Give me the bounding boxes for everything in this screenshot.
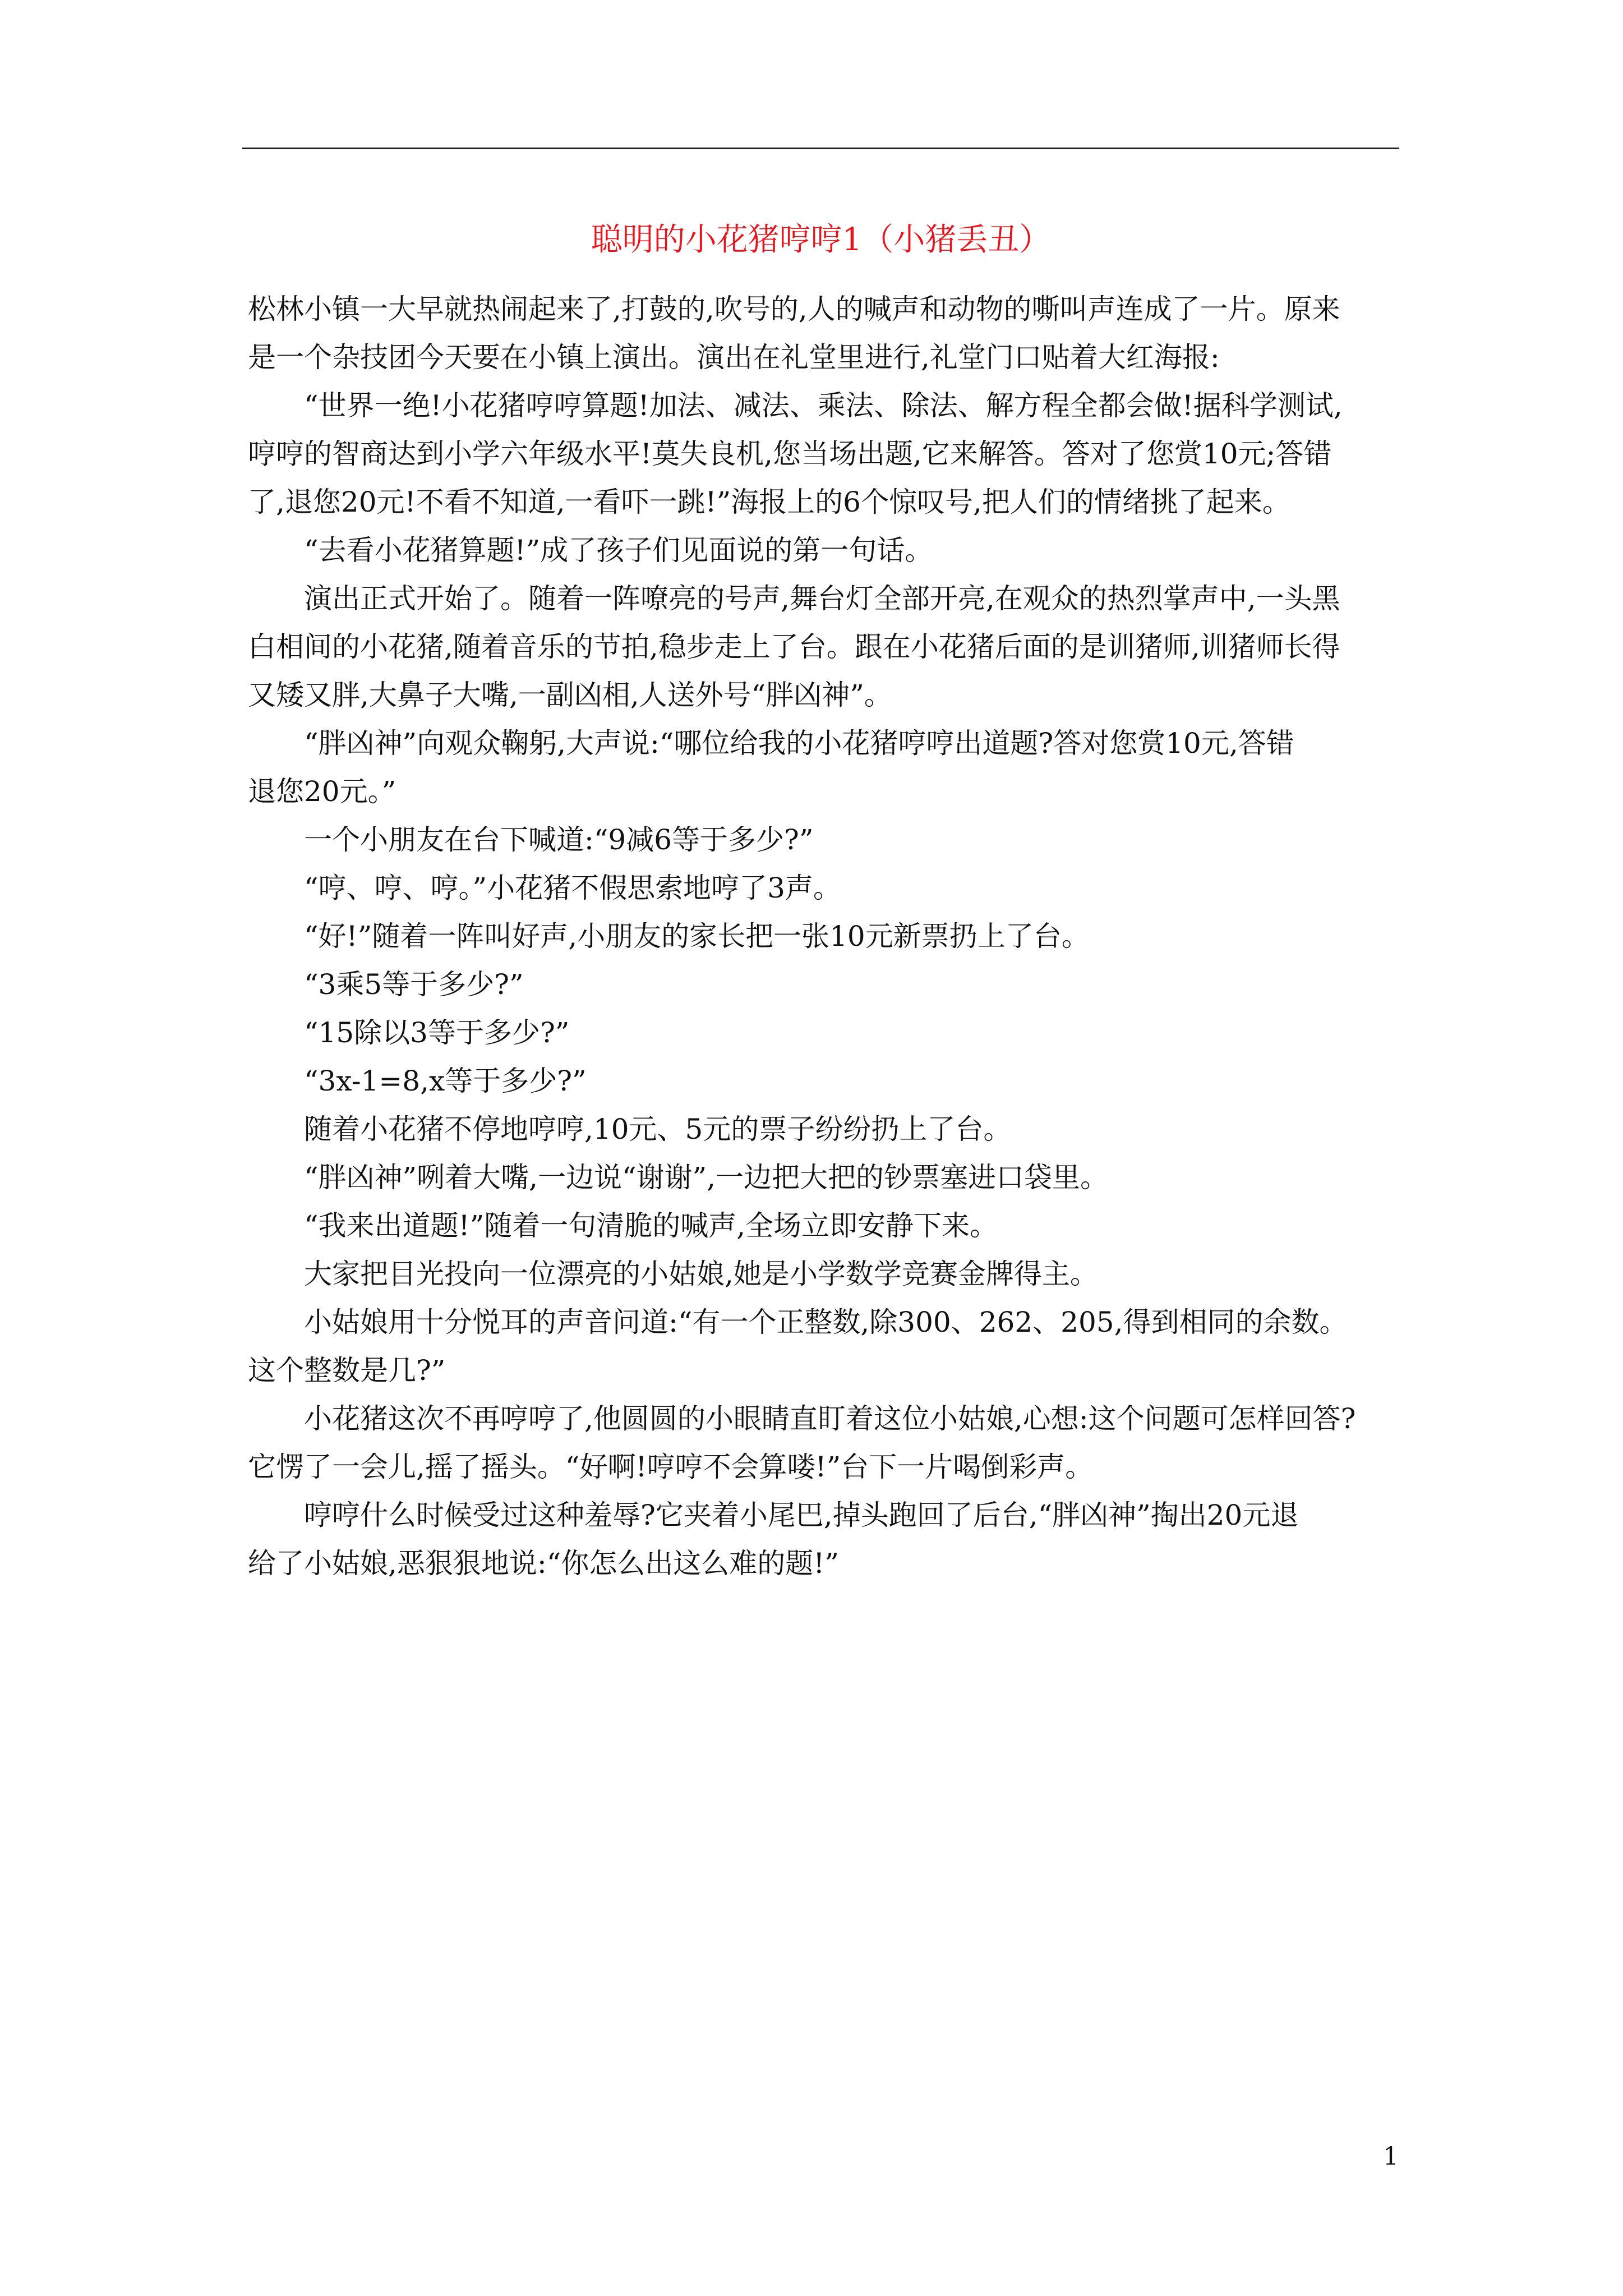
body-line: “胖凶神”咧着大嘴,一边说“谢谢”,一边把大把的钞票塞进口袋里。	[304, 1161, 1109, 1194]
body-line: 白相间的小花猪,随着音乐的节拍,稳步走上了台。跟在小花猪后面的是训猪师,训猪师长得	[248, 631, 1340, 663]
body-line: “世界一绝!小花猪哼哼算题!加法、减法、乘法、除法、解方程全都会做!据科学测试,	[304, 389, 1343, 422]
document-body	[248, 285, 1403, 1588]
body-line: “好!”随着一阵叫好声,小朋友的家长把一张10元新票扔上了台。	[304, 920, 1090, 953]
body-line: 又矮又胖,大鼻子大嘴,一副凶相,人送外号“胖凶神”。	[248, 679, 892, 711]
document-title: 聪明的小花猪哼哼1（小猪丢丑）	[591, 222, 1051, 258]
body-line: “3乘5等于多少?”	[304, 968, 524, 1001]
body-line: 随着小花猪不停地哼哼,10元、5元的票子纷纷扔上了台。	[304, 1113, 1012, 1145]
body-line: 了,退您20元!不看不知道,一看吓一跳!”海报上的6个惊叹号,把人们的情绪挑了起来。	[248, 486, 1290, 518]
body-line: 是一个杂技团今天要在小镇上演出。演出在礼堂里进行,礼堂门口贴着大红海报:	[248, 341, 1220, 374]
body-line: “我来出道题!”随着一句清脆的喊声,全场立即安静下来。	[304, 1209, 998, 1242]
header-rule	[242, 148, 1399, 149]
body-line: “哼、哼、哼。”小花猪不假思索地哼了3声。	[304, 872, 841, 904]
body-line: 哼哼的智商达到小学六年级水平!莫失良机,您当场出题,它来解答。答对了您赏10元;答错	[248, 438, 1332, 470]
body-line: “去看小花猪算题!”成了孩子们见面说的第一句话。	[304, 534, 933, 567]
body-line: 退您20元。”	[248, 775, 396, 808]
body-line: 小花猪这次不再哼哼了,他圆圆的小眼睛直盯着这位小姑娘,心想:这个问题可怎样回答?	[304, 1402, 1356, 1435]
page-number: 1	[1383, 2142, 1399, 2171]
body-line: 这个整数是几?”	[248, 1354, 446, 1387]
body-line: “3x-1=8,x等于多少?”	[304, 1065, 587, 1097]
body-line: 大家把目光投向一位漂亮的小姑娘,她是小学数学竞赛金牌得主。	[304, 1258, 1098, 1290]
body-line: 小姑娘用十分悦耳的声音问道:“有一个正整数,除300、262、205,得到相同的余数。	[304, 1306, 1348, 1338]
body-line: 哼哼什么时候受过这种羞辱?它夹着小尾巴,掉头跑回了后台,“胖凶神”掏出20元退	[304, 1499, 1299, 1531]
body-line: 一个小朋友在台下喊道:“9减6等于多少?”	[304, 823, 814, 856]
body-line: 演出正式开始了。随着一阵嘹亮的号声,舞台灯全部开亮,在观众的热烈掌声中,一头黑	[304, 582, 1340, 615]
body-line: 它愣了一会儿,摇了摇头。“好啊!哼哼不会算喽!”台下一片喝倒彩声。	[248, 1451, 1094, 1483]
body-line: “15除以3等于多少?”	[304, 1016, 570, 1049]
body-line: 松林小镇一大早就热闹起来了,打鼓的,吹号的,人的喊声和动物的嘶叫声连成了一片。原来	[248, 293, 1340, 325]
body-line: 给了小姑娘,恶狠狠地说:“你怎么出这么难的题!”	[248, 1547, 839, 1580]
body-line: “胖凶神”向观众鞠躬,大声说:“哪位给我的小花猪哼哼出道题?答对您赏10元,答错	[304, 727, 1294, 760]
